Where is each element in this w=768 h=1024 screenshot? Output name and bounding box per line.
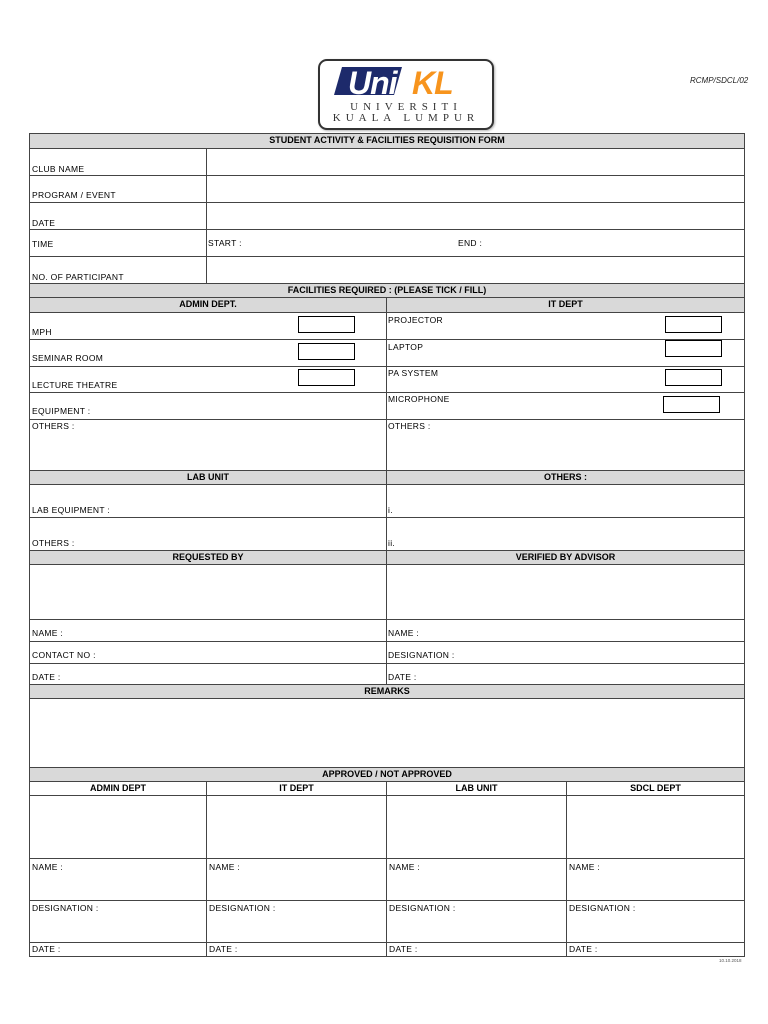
it-item-pa-system: PA SYSTEM	[388, 368, 439, 378]
lab-others-label: OTHERS :	[32, 538, 75, 548]
advisor-name-label: NAME :	[388, 628, 420, 638]
remarks-field[interactable]	[30, 699, 744, 767]
lab-approver-name-label: NAME :	[389, 862, 421, 872]
lab-unit-header: LAB UNIT	[30, 470, 387, 485]
unikl-logo	[318, 59, 494, 130]
tick-box-mph[interactable]	[298, 316, 355, 333]
start-time-label: START :	[208, 238, 242, 248]
logo-brand-band	[332, 65, 478, 101]
it-item-laptop: LAPTOP	[388, 342, 424, 352]
advisor-designation-label: DESIGNATION :	[388, 650, 455, 660]
admin-approver-designation-label: DESIGNATION :	[32, 903, 99, 913]
it-approver-designation-label: DESIGNATION :	[209, 903, 276, 913]
requester-contact-label: CONTACT NO :	[32, 650, 96, 660]
approval-col-admin: ADMIN DEPT	[30, 782, 206, 796]
sdcl-approver-name-label: NAME :	[569, 862, 601, 872]
lab-approver-designation-label: DESIGNATION :	[389, 903, 456, 913]
tick-box-laptop[interactable]	[665, 340, 722, 357]
club-name-label: CLUB NAME	[32, 164, 85, 174]
requested-by-header: REQUESTED BY	[30, 550, 387, 565]
approval-header: APPROVED / NOT APPROVED	[30, 767, 744, 782]
footer-date: 10.10.2018	[719, 958, 742, 963]
tick-box-pa-system[interactable]	[665, 369, 722, 386]
program-event-field[interactable]	[207, 176, 744, 202]
form-title: STUDENT ACTIVITY & FACILITIES REQUISITION FORM	[30, 134, 744, 149]
others-header: OTHERS :	[387, 470, 744, 485]
approval-col-lab: LAB UNIT	[387, 782, 566, 796]
tick-box-lecture-theatre[interactable]	[298, 369, 355, 386]
admin-item-seminar-room: SEMINAR ROOM	[32, 353, 104, 363]
tick-box-microphone[interactable]	[663, 396, 720, 413]
admin-item-equipment: EQUIPMENT :	[32, 406, 91, 416]
admin-item-lecture-theatre: LECTURE THEATRE	[32, 380, 118, 390]
club-name-field[interactable]	[207, 150, 744, 175]
participants-field[interactable]	[207, 257, 744, 283]
logo-line-universiti: UNIVERSITI	[350, 101, 462, 113]
admin-dept-header: ADMIN DEPT.	[30, 298, 387, 313]
advisor-date-label: DATE :	[388, 672, 417, 682]
lab-approver-date-label: DATE :	[389, 944, 418, 954]
tick-box-projector[interactable]	[665, 316, 722, 333]
requester-name-label: NAME :	[32, 628, 64, 638]
admin-approver-date-label: DATE :	[32, 944, 61, 954]
admin-approver-name-label: NAME :	[32, 862, 64, 872]
approval-col-sdcl: SDCL DEPT	[567, 782, 744, 796]
date-field[interactable]	[207, 203, 744, 229]
it-dept-header: IT DEPT	[387, 298, 744, 313]
logo-line-kuala-lumpur: KUALA LUMPUR	[332, 112, 480, 124]
advisor-signature-area[interactable]	[387, 565, 744, 619]
end-time-label: END :	[458, 238, 483, 248]
sdcl-approver-designation-label: DESIGNATION :	[569, 903, 636, 913]
logo-kl-text: KL	[412, 65, 453, 101]
logo-uni-text: Uni	[348, 65, 397, 101]
it-approver-date-label: DATE :	[209, 944, 238, 954]
remarks-header: REMARKS	[30, 684, 744, 699]
lab-equipment-label: LAB EQUIPMENT :	[32, 505, 111, 515]
it-item-projector: PROJECTOR	[388, 315, 443, 325]
program-event-label: PROGRAM / EVENT	[32, 190, 116, 200]
it-approver-name-label: NAME :	[209, 862, 241, 872]
sdcl-approver-date-label: DATE :	[569, 944, 598, 954]
form-code: RCMP/SDCL/02	[690, 76, 749, 85]
verified-by-header: VERIFIED BY ADVISOR	[387, 550, 744, 565]
admin-item-mph: MPH	[32, 327, 52, 337]
date-label: DATE	[32, 218, 56, 228]
others-item-i: i.	[388, 505, 393, 515]
facilities-header: FACILITIES REQUIRED : (PLEASE TICK / FILL)	[30, 283, 744, 298]
requisition-form	[29, 133, 745, 957]
it-others-label: OTHERS :	[388, 421, 431, 431]
it-item-microphone: MICROPHONE	[388, 394, 450, 404]
others-item-ii: ii.	[388, 538, 396, 548]
requester-signature-area[interactable]	[30, 565, 386, 619]
approval-col-it: IT DEPT	[207, 782, 386, 796]
time-label: TIME	[32, 239, 54, 249]
tick-box-seminar-room[interactable]	[298, 343, 355, 360]
participants-label: NO. OF PARTICIPANT	[32, 272, 124, 282]
admin-others-label: OTHERS :	[32, 421, 75, 431]
requester-date-label: DATE :	[32, 672, 61, 682]
